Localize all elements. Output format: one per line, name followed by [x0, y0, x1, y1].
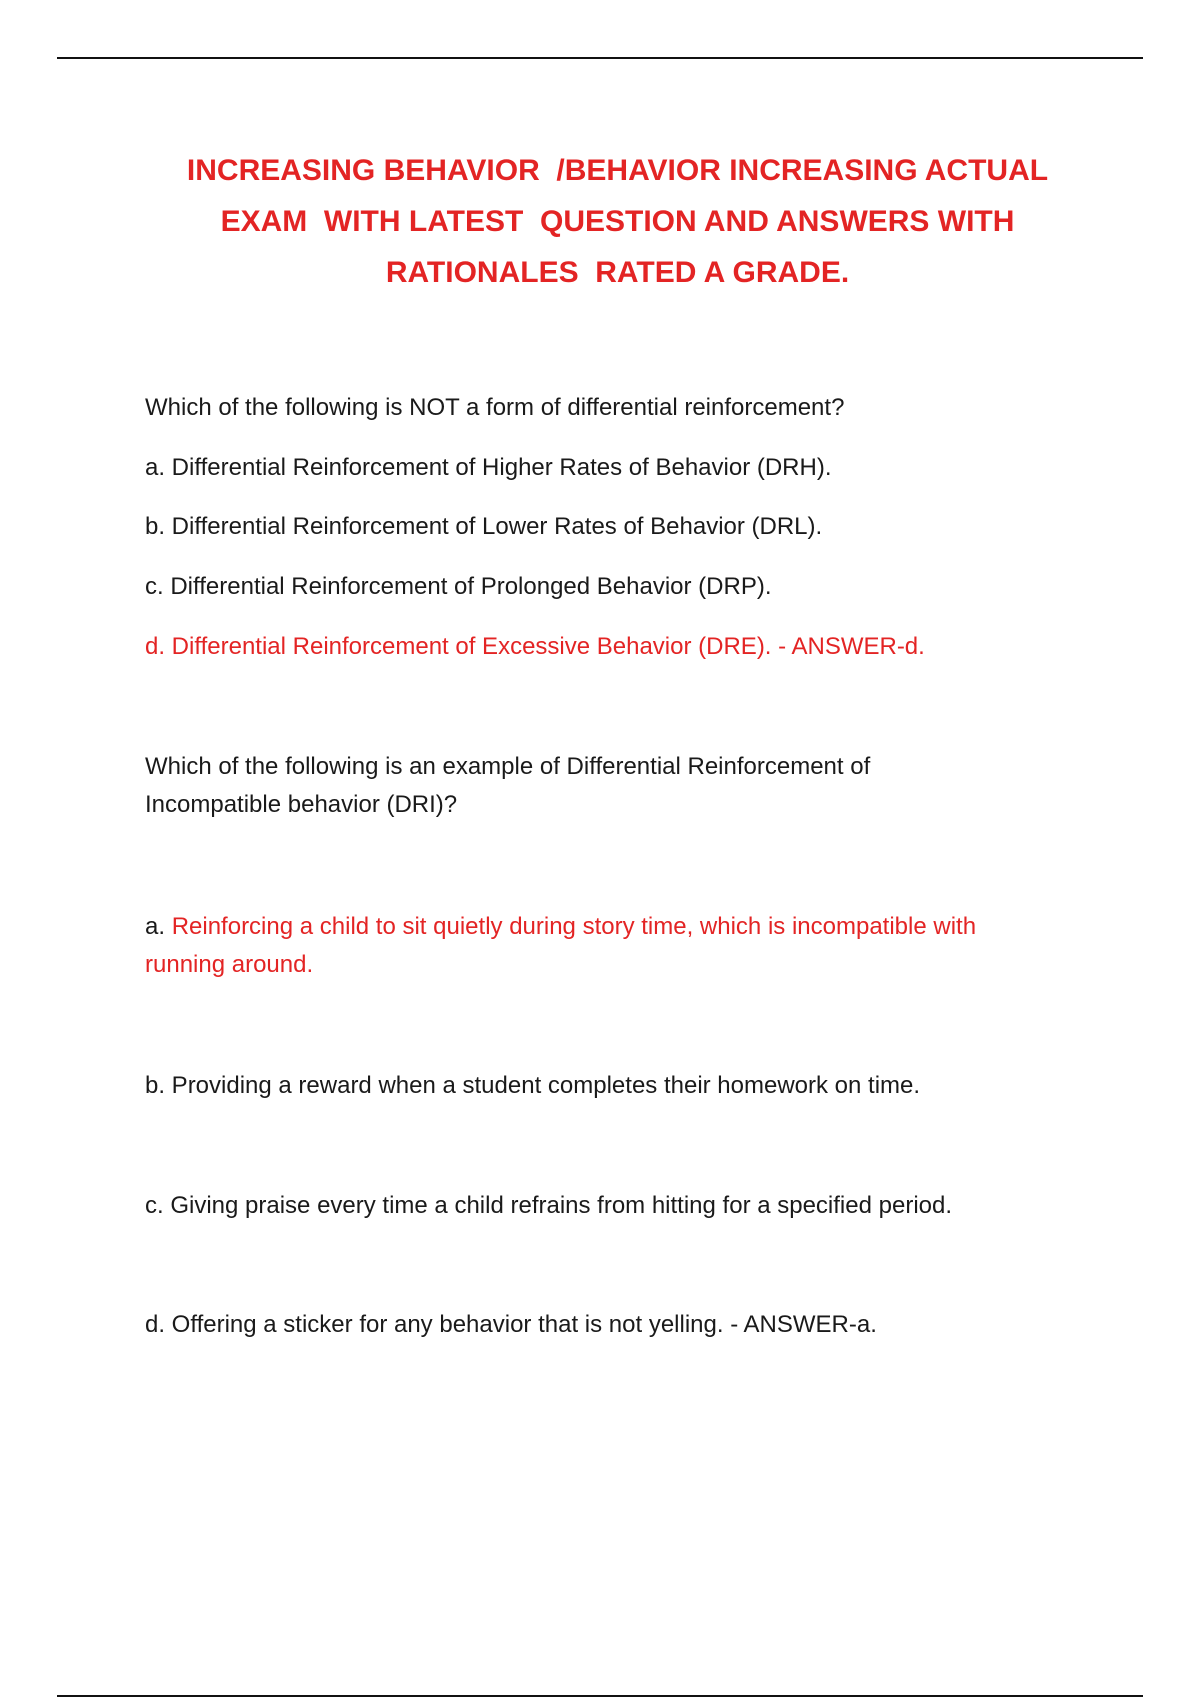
q2-question-line-2: Incompatible behavior (DRI)?: [145, 791, 458, 818]
q2-option-a-text-line-2: running around.: [145, 951, 314, 978]
header-rule: [57, 57, 1143, 59]
q2-option-c: c. Giving praise every time a child refrains from hitting for a specified period.: [145, 1192, 953, 1219]
q1-option-c: c. Differential Reinforcement of Prolonged Behavior (DRP).: [145, 573, 772, 600]
title-line-3: RATIONALES RATED A GRADE.: [385, 256, 850, 289]
title-line-1: INCREASING BEHAVIOR /BEHAVIOR INCREASING ACTUAL: [186, 154, 1049, 187]
q2-option-d: d. Offering a sticker for any behavior that is not yelling. - ANSWER-a.: [145, 1311, 877, 1338]
q2-option-b: b. Providing a reward when a student completes their homework on time.: [145, 1072, 921, 1099]
q1-option-a: a. Differential Reinforcement of Higher Rates of Behavior (DRH).: [145, 454, 832, 481]
footer-rule: [57, 1695, 1143, 1697]
q2-question-line-1: Which of the following is an example of Differential Reinforcement of: [145, 753, 871, 780]
document-title: [150, 145, 1085, 298]
q2-question: [145, 748, 1085, 824]
q1-option-b: b. Differential Reinforcement of Lower Rates of Behavior (DRL).: [145, 513, 823, 540]
q2-option-a-prefix: a.: [145, 913, 172, 940]
title-line-2: EXAM WITH LATEST QUESTION AND ANSWERS WITH: [220, 205, 1015, 238]
q1-option-d-answer: d. Differential Reinforcement of Excessive Behavior (DRE). - ANSWER-d.: [145, 633, 925, 660]
q2-option-a-text-line-1: Reinforcing a child to sit quietly during story time, which is incompatible with: [171, 913, 977, 940]
q2-option-a: [145, 908, 1085, 984]
q1-question: Which of the following is NOT a form of differential reinforcement?: [145, 394, 845, 421]
